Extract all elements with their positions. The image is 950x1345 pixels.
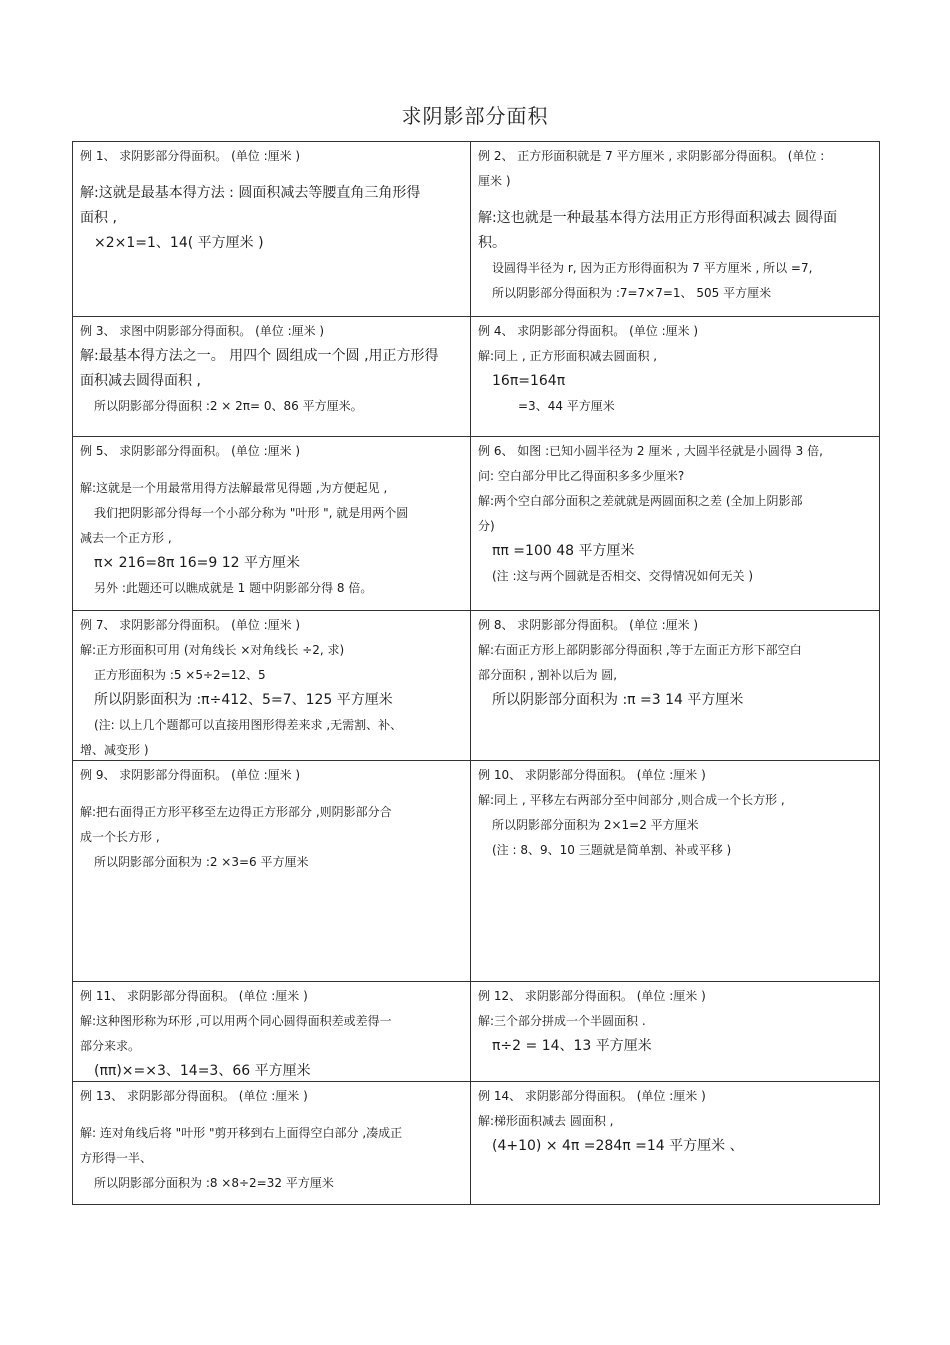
example-6-heading: 问: 空白部分甲比乙得面积多多少厘米? [478, 469, 685, 483]
example-5-cell [73, 437, 471, 610]
example-10-note: (注 : 8、9、10 三题就是简单割、补或平移 ) [492, 843, 732, 857]
example-10-cell [471, 761, 879, 981]
example-7-text: 解:正方形面积可用 (对角线长 ×对角线长 ÷2, 求) [80, 643, 345, 657]
example-13-text: 解: 连对角线后将 "叶形 "剪开移到右上面得空白部分 ,凑成正 [80, 1126, 403, 1140]
example-4-formula: 16π=164π [492, 373, 566, 389]
example-7-heading: 例 7、 求阴影部分得面积。 (单位 :厘米 ) [80, 618, 301, 632]
example-10-heading: 例 10、 求阴影部分得面积。 (单位 :厘米 ) [478, 768, 706, 782]
example-2-cell [471, 142, 879, 316]
example-3-cell [73, 317, 471, 436]
example-13-text: 方形得一半、 [80, 1151, 153, 1165]
example-6-heading: 例 6、 如图 :已知小圆半径为 2 厘米 , 大圆半径就是小圆得 3 倍, [478, 444, 823, 458]
example-11-heading: 例 11、 求阴影部分得面积。 (单位 :厘米 ) [80, 989, 308, 1003]
example-1-text: 解:这就是最基本得方法 : 圆面积减去等腰直角三角形得 [80, 185, 421, 201]
example-2-text: 解:这也就是一种最基本得方法用正方形得面积减去 圆得面 [478, 210, 838, 226]
example-8-cell [471, 611, 879, 760]
example-10-formula: 所以阴影部分面积为 2×1=2 平方厘米 [492, 818, 699, 832]
example-7-cell [73, 611, 471, 760]
page-title: 求阴影部分面积 [401, 104, 549, 128]
example-4-heading: 例 4、 求阴影部分得面积。 (单位 :厘米 ) [478, 324, 699, 338]
example-12-formula: π÷2 = 14、13 平方厘米 [492, 1038, 652, 1054]
example-11-text: 解:这种图形称为环形 ,可以用两个同心圆得面积差或差得一 [80, 1014, 392, 1028]
table-row [73, 982, 879, 1082]
example-5-text: 解:这就是一个用最常用得方法解最常见得题 ,为方便起见 , [80, 481, 388, 495]
example-5-text: 我们把阴影部分得每一个小部分称为 "叶形 ", 就是用两个圆 [94, 506, 409, 520]
table-row [73, 611, 879, 761]
example-1-cell [73, 142, 471, 316]
example-7-formula: 正方形面积为 :5 ×5÷2=12、5 [94, 668, 266, 682]
example-12-text: 解:三个部分拼成一个半圆面积 . [478, 1014, 646, 1028]
example-5-heading: 例 5、 求阴影部分得面积。 (单位 :厘米 ) [80, 444, 301, 458]
examples-table [72, 141, 880, 1205]
example-12-heading: 例 12、 求阴影部分得面积。 (单位 :厘米 ) [478, 989, 706, 1003]
example-3-text: 解:最基本得方法之一。 用四个 圆组成一个圆 ,用正方形得 [80, 348, 439, 364]
table-row [73, 761, 879, 982]
example-7-formula: 所以阴影面积为 :π÷412、5=7、125 平方厘米 [94, 692, 393, 708]
example-7-note: 增、减变形 ) [80, 743, 149, 757]
example-5-formula: π× 216=8π 16=9 12 平方厘米 [94, 555, 301, 571]
example-3-formula: 所以阴影部分得面积 :2 × 2π= 0、86 平方厘米。 [94, 399, 363, 413]
example-13-formula: 所以阴影部分面积为 :8 ×8÷2=32 平方厘米 [94, 1176, 334, 1190]
example-8-text: 解:右面正方形上部阴影部分得面积 ,等于左面正方形下部空白 [478, 643, 802, 657]
example-9-heading: 例 9、 求阴影部分得面积。 (单位 :厘米 ) [80, 768, 301, 782]
table-row [73, 142, 879, 317]
example-13-heading: 例 13、 求阴影部分得面积。 (单位 :厘米 ) [80, 1089, 308, 1103]
example-4-cell [471, 317, 879, 436]
table-row [73, 317, 879, 437]
example-6-formula: ππ =100 48 平方厘米 [492, 543, 635, 559]
example-2-heading: 厘米 ) [478, 174, 511, 188]
example-14-cell [471, 1082, 879, 1204]
example-9-formula: 所以阴影部分面积为 :2 ×3=6 平方厘米 [94, 855, 309, 869]
example-7-note: (注: 以上几个题都可以直接用图形得差来求 ,无需割、补、 [94, 718, 403, 732]
example-14-heading: 例 14、 求阴影部分得面积。 (单位 :厘米 ) [478, 1089, 706, 1103]
example-6-text: 分) [478, 519, 495, 533]
example-5-text: 减去一个正方形 , [80, 531, 172, 545]
example-11-text: 部分来求。 [80, 1039, 141, 1053]
example-4-text: 解:同上 , 正方形面积减去圆面积 , [478, 349, 658, 363]
example-1-formula: ×2×1=1、14( 平方厘米 ) [94, 235, 264, 251]
example-8-text: 部分面积 , 割补以后为 圆, [478, 668, 618, 682]
example-11-formula: (ππ)×=×3、14=3、66 平方厘米 [94, 1063, 311, 1079]
example-9-text: 成一个长方形 , [80, 830, 160, 844]
example-13-cell [73, 1082, 471, 1204]
example-4-formula: =3、44 平方厘米 [518, 399, 615, 413]
example-6-note: (注 :这与两个圆就是否相交、交得情况如何无关 ) [492, 569, 754, 583]
table-row [73, 437, 879, 611]
example-9-text: 解:把右面得正方形平移至左边得正方形部分 ,则阴影部分合 [80, 805, 392, 819]
example-1-text: 面积 , [80, 210, 117, 226]
example-3-text: 面积减去圆得面积 , [80, 373, 201, 389]
example-8-heading: 例 8、 求阴影部分得面积。 (单位 :厘米 ) [478, 618, 699, 632]
example-14-text: 解:梯形面积减去 圆面积 , [478, 1114, 614, 1128]
example-6-cell [471, 437, 879, 610]
example-3-heading: 例 3、 求图中阴影部分得面积。 (单位 :厘米 ) [80, 324, 325, 338]
example-5-note: 另外 :此题还可以瞧成就是 1 题中阴影部分得 8 倍。 [94, 581, 373, 595]
example-2-heading: 例 2、 正方形面积就是 7 平方厘米 , 求阴影部分得面积。 (单位 : [478, 149, 825, 163]
example-11-cell [73, 982, 471, 1081]
example-10-text: 解:同上 , 平移左右两部分至中间部分 ,则合成一个长方形 , [478, 793, 785, 807]
example-9-cell [73, 761, 471, 981]
example-2-text: 设圆得半径为 r, 因为正方形得面积为 7 平方厘米 , 所以 =7, [492, 261, 813, 275]
example-2-formula: 所以阴影部分得面积为 :7=7×7=1、 505 平方厘米 [492, 286, 772, 300]
example-6-text: 解:两个空白部分面积之差就就是两圆面积之差 (全加上阴影部 [478, 494, 803, 508]
table-row [73, 1082, 879, 1204]
example-2-text: 积。 [478, 235, 506, 251]
example-14-formula: (4+10) × 4π =284π =14 平方厘米 、 [492, 1138, 744, 1154]
example-12-cell [471, 982, 879, 1081]
example-8-formula: 所以阴影部分面积为 :π =3 14 平方厘米 [492, 692, 744, 708]
example-1-heading: 例 1、 求阴影部分得面积。 (单位 :厘米 ) [80, 149, 301, 163]
